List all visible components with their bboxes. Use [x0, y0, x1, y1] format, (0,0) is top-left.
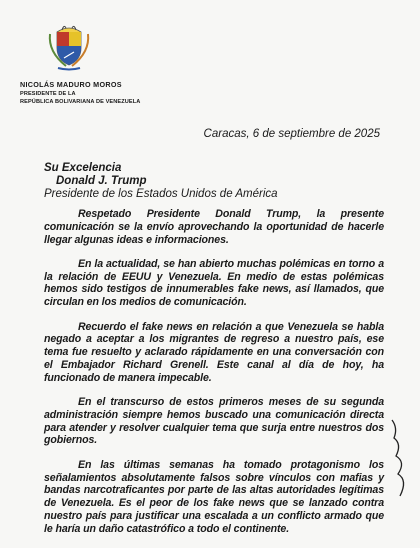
recipient-salutation: Su Excelencia	[44, 162, 122, 174]
paragraph-3: Recuerdo el fake news en relación a que Venezuela se habla negado a aceptar a los migrantes de regreso a nuestro país, ese tema fue resuelto y aclarado rápidamente en una conversación con el Embajador Richard Grenell. Este canal al día de hoy, ha funcionado de manera impecable.	[44, 320, 384, 384]
paragraph-2: En la actualidad, se han abierto muchas polémicas en torno a la relación de EEUU y Venezuela. En medio de estas polémicas hemos sido testigos de innumerables fake news, así llamados, que circulan en los medios de comunicación.	[44, 257, 384, 309]
signature-mark	[388, 418, 414, 498]
sender-country: REPÚBLICA BOLIVARIANA DE VENEZUELA	[20, 99, 141, 105]
recipient-name: Donald J. Trump	[56, 175, 147, 187]
recipient-block	[44, 162, 278, 201]
date-line: Caracas, 6 de septiembre de 2025	[203, 128, 380, 140]
paragraph-4: En el transcurso de estos primeros meses de su segunda administración siempre hemos buscado una comunicación directa para atender y resolver cualquier tema que surja entre nuestros dos gobiernos.	[44, 396, 384, 447]
sender-block	[20, 80, 180, 106]
letter-body	[44, 208, 384, 547]
recipient-title: Presidente de los Estados Unidos de América	[44, 188, 278, 200]
paragraph-5: En las últimas semanas ha tomado protagonismo los señalamientos absolutamente falsos sobre vínculos con mafias y bandas narcotraficantes por parte de las altas autoridades legítimas de Venezuela. Es el peor de los fake news que se lanzado contra nuestro país para justificar una escalada a un conflicto armado que le haría un daño catastrófico a todo el continente.	[44, 458, 384, 535]
sender-title: PRESIDENTE DE LA	[20, 91, 76, 97]
paragraph-1: Respetado Presidente Donald Trump, la presente comunicación se la envío aprovechando la oportunidad de hacerle llegar algunas ideas e informaciones.	[44, 208, 384, 246]
venezuela-coat-of-arms-icon	[44, 22, 94, 72]
sender-name: NICOLÁS MADURO MOROS	[20, 80, 122, 89]
